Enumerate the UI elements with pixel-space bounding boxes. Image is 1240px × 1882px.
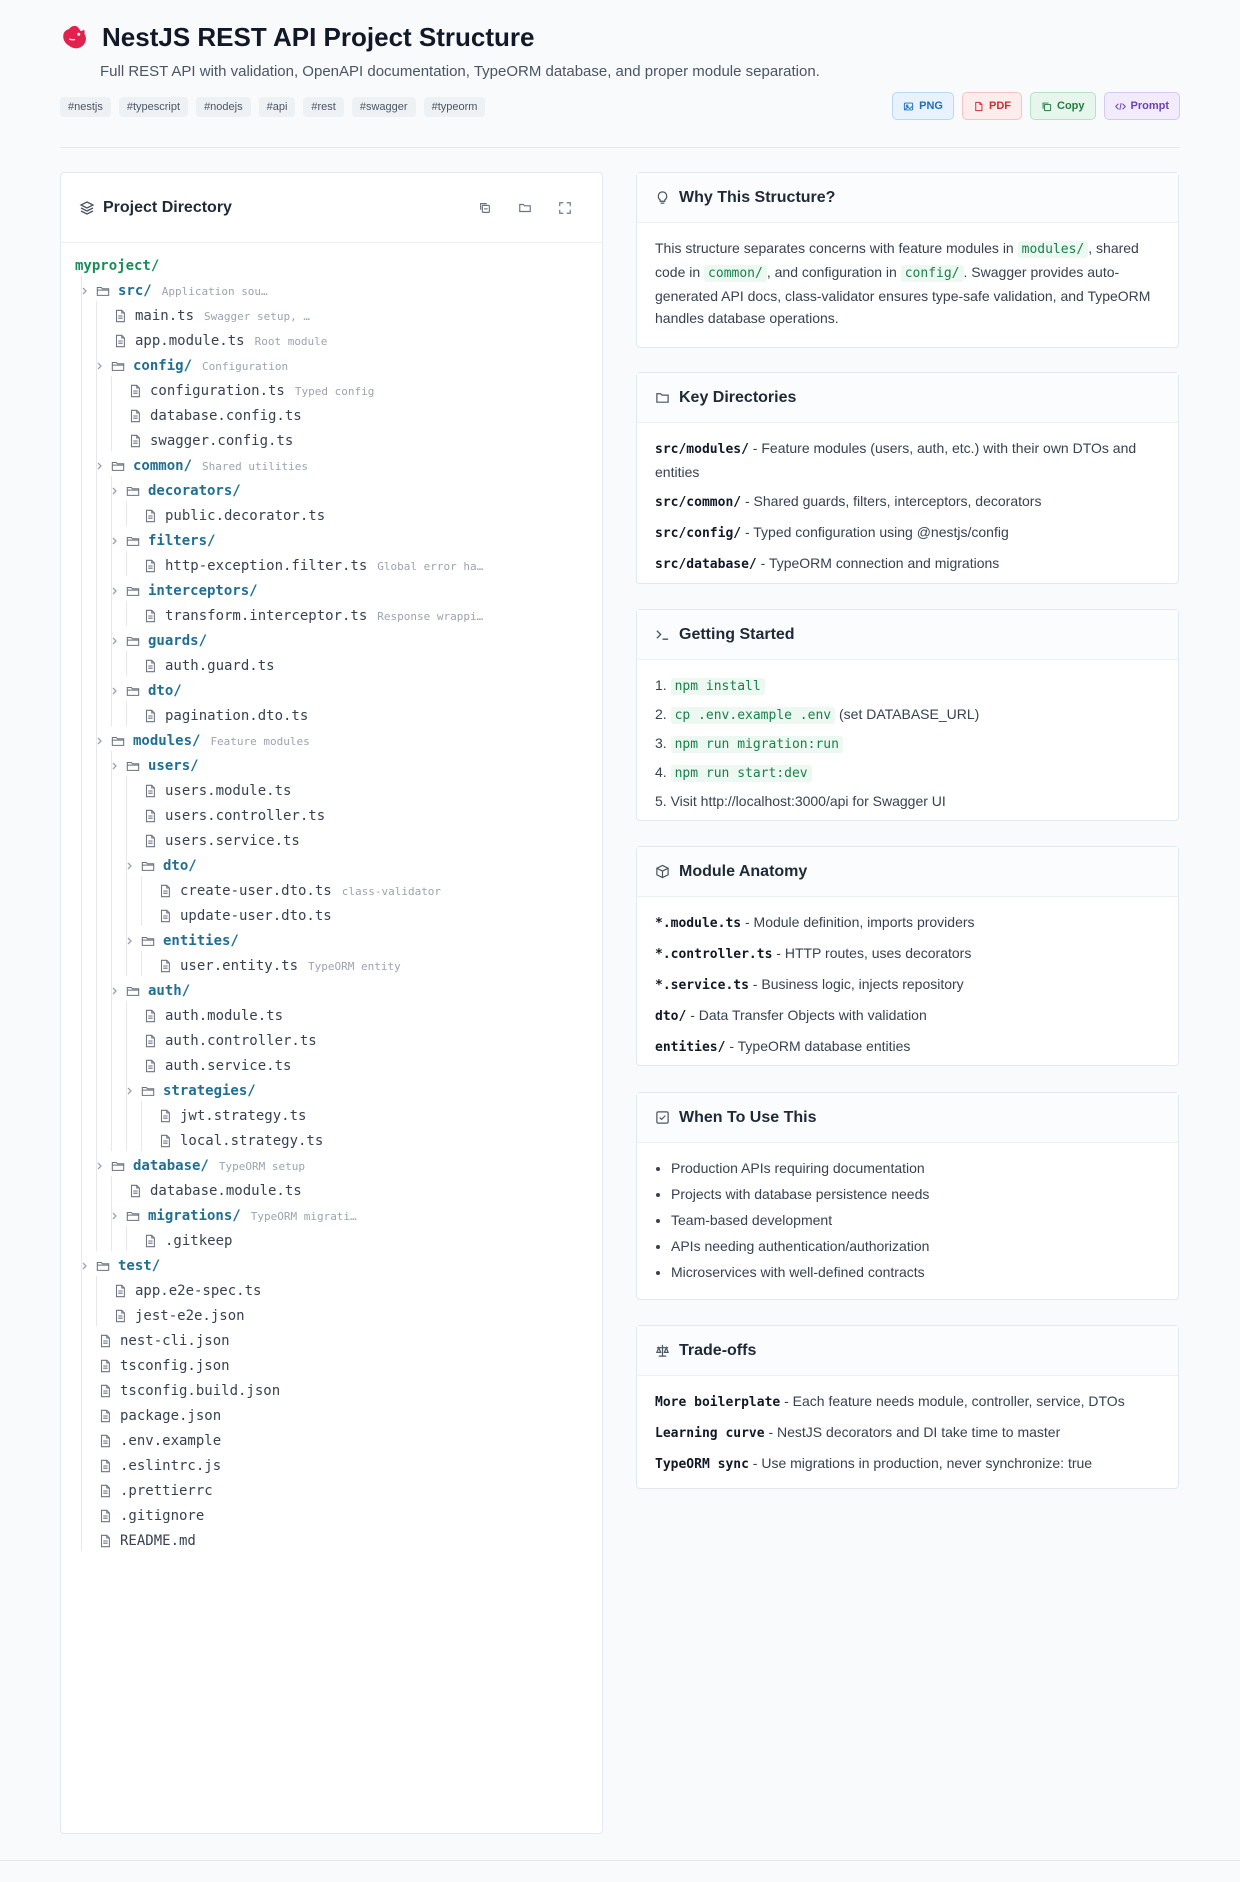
step-number: 2.	[655, 706, 667, 722]
getting-started-header	[637, 610, 1178, 660]
tree-item-name: README.md	[120, 1533, 196, 1549]
page-header	[60, 22, 1180, 80]
tree-guide-line	[126, 651, 127, 676]
step-command: npm run migration:run	[671, 736, 843, 753]
file-icon	[143, 609, 157, 623]
tradeoffs-card	[636, 1325, 1179, 1489]
file-icon	[113, 1309, 127, 1323]
anatomy-key: *.service.ts	[655, 978, 749, 993]
tree-item-name: http-exception.filter.ts	[165, 558, 368, 574]
anatomy-desc: - Data Transfer Objects with validation	[686, 1007, 927, 1023]
tree-item-name: local.strategy.ts	[180, 1133, 324, 1149]
anatomy-desc: - Business logic, injects repository	[748, 976, 964, 992]
page-footer	[0, 1860, 1240, 1882]
tree-item-description: Application sou…	[161, 284, 268, 298]
key-directory-item	[655, 437, 1160, 483]
folder-icon	[141, 1084, 155, 1098]
directory-tree	[61, 243, 602, 1833]
tradeoff-key: Learning curve	[655, 1426, 765, 1441]
anatomy-key: entities/	[655, 1040, 726, 1055]
tree-item-name: migrations/	[148, 1208, 241, 1224]
tree-item-name: auth.service.ts	[165, 1058, 292, 1074]
tree-item-name: users.module.ts	[165, 783, 292, 799]
tree-guide-line	[111, 376, 112, 451]
file-icon	[98, 1509, 112, 1523]
tree-item-name: dto/	[148, 683, 182, 699]
tree-item-name: app.e2e-spec.ts	[135, 1283, 262, 1299]
step-number: 4.	[655, 764, 667, 780]
tree-item-name: jest-e2e.json	[135, 1308, 245, 1324]
why-structure-header	[637, 173, 1178, 223]
tree-guide-line	[111, 476, 112, 726]
tree-item-name: transform.interceptor.ts	[165, 608, 368, 624]
step-command: cp .env.example .env	[671, 707, 836, 724]
tradeoffs-list	[637, 1376, 1178, 1497]
file-icon	[143, 1034, 157, 1048]
step-text: Visit http://localhost:3000/api for Swagger UI	[670, 793, 946, 809]
tree-file[interactable]	[158, 951, 401, 981]
getting-started-card	[636, 609, 1179, 821]
project-directory-panel	[60, 172, 603, 1834]
code-config: config/	[901, 265, 964, 282]
tree-item-name: auth/	[148, 983, 191, 999]
code-icon	[1115, 101, 1126, 112]
tree-file[interactable]	[98, 1526, 196, 1556]
tree-item-name: test/	[118, 1258, 161, 1274]
file-icon	[158, 884, 172, 898]
directory-header	[61, 173, 602, 243]
tree-item-name: myproject/	[75, 258, 160, 274]
tree-item-name: app.module.ts	[135, 333, 245, 349]
tree-item-name: tsconfig.json	[120, 1358, 230, 1374]
key-directory-desc: - Typed configuration using @nestjs/config	[741, 524, 1009, 540]
scale-icon	[655, 1343, 670, 1358]
step-item	[655, 732, 1160, 756]
when-to-use-list	[637, 1143, 1178, 1301]
tree-item-name: database/	[133, 1158, 209, 1174]
why-structure-title: Why This Structure?	[679, 188, 836, 206]
tradeoffs-header	[637, 1326, 1178, 1376]
collapse-all-icon[interactable]	[478, 201, 492, 215]
folder-icon	[96, 1259, 110, 1273]
tradeoff-desc: - Use migrations in production, never synchronize: true	[748, 1455, 1093, 1471]
tree-guide-line	[111, 1176, 112, 1251]
page-subtitle: Full REST API with validation, OpenAPI documentation, TypeORM database, and proper module separation.	[100, 63, 820, 80]
step-command: npm run start:dev	[671, 765, 812, 782]
tree-item-name: pagination.dto.ts	[165, 708, 309, 724]
file-icon	[113, 1284, 127, 1298]
key-directory-item	[655, 552, 1160, 576]
folder-icon	[126, 534, 140, 548]
tree-item-description: Typed config	[294, 384, 375, 398]
tree-item-name: public.decorator.ts	[165, 508, 326, 524]
key-directory-path: src/database/	[655, 557, 757, 572]
tradeoff-item	[655, 1390, 1160, 1414]
tree-item-name: config/	[133, 358, 193, 374]
code-modules: modules/	[1018, 241, 1089, 258]
anatomy-desc: - HTTP routes, uses decorators	[772, 945, 972, 961]
anatomy-item	[655, 942, 1160, 966]
getting-started-steps	[637, 660, 1178, 831]
tree-item-name: package.json	[120, 1408, 222, 1424]
anatomy-item	[655, 1035, 1160, 1059]
tradeoff-desc: - NestJS decorators and DI take time to master	[764, 1424, 1061, 1440]
file-icon	[143, 559, 157, 573]
folder-icon	[126, 984, 140, 998]
folder-icon	[111, 459, 125, 473]
fullscreen-icon[interactable]	[558, 201, 572, 215]
tree-item-name: update-user.dto.ts	[180, 908, 332, 924]
tag[interactable]: #typescript	[119, 97, 188, 117]
png-button-label: PNG	[919, 100, 943, 112]
anatomy-item	[655, 911, 1160, 935]
tree-guide-line	[126, 601, 127, 626]
tree-item-description: Response wrappi…	[377, 609, 484, 623]
step-command: npm install	[671, 678, 765, 695]
file-icon	[143, 709, 157, 723]
tradeoff-key: TypeORM sync	[655, 1457, 749, 1472]
when-to-use-title: When To Use This	[679, 1108, 817, 1126]
key-directory-desc: - Feature modules (users, auth, etc.) with their own DTOs and entities	[655, 440, 1137, 480]
tag-list	[60, 97, 485, 117]
module-anatomy-title: Module Anatomy	[679, 862, 808, 880]
folder-icon	[126, 634, 140, 648]
anatomy-desc: - TypeORM database entities	[725, 1038, 911, 1054]
tree-item-name: strategies/	[163, 1083, 256, 1099]
pdf-button-label: PDF	[989, 100, 1011, 112]
tag[interactable]: #typeorm	[424, 97, 486, 117]
module-anatomy-card	[636, 846, 1179, 1066]
why-text-1: This structure separates concerns with feature modules in	[655, 240, 1014, 256]
file-icon	[98, 1409, 112, 1423]
prompt-button[interactable]	[1104, 92, 1181, 120]
tree-guide-line	[126, 501, 127, 526]
tree-item-description: Feature modules	[210, 734, 310, 748]
file-icon	[143, 1009, 157, 1023]
step-number: 3.	[655, 735, 667, 751]
tree-item-name: nest-cli.json	[120, 1333, 230, 1349]
anatomy-desc: - Module definition, imports providers	[741, 914, 975, 930]
why-text-3: , and configuration in	[766, 264, 897, 280]
tree-item-description: Configuration	[202, 359, 289, 373]
use-case-item: • Projects with database persistence needs	[671, 1183, 1160, 1205]
file-icon	[113, 309, 127, 323]
tree-guide-line	[126, 551, 127, 576]
step-number: 5.	[655, 793, 667, 809]
tree-item-description: TypeORM migrati…	[250, 1209, 357, 1223]
file-icon	[98, 1459, 112, 1473]
folder-icon	[96, 284, 110, 298]
folder-icon	[111, 734, 125, 748]
file-icon	[98, 1384, 112, 1398]
expand-folders-icon[interactable]	[518, 201, 532, 215]
copy-button-label: Copy	[1057, 100, 1085, 112]
tree-item-name: jwt.strategy.ts	[180, 1108, 307, 1124]
folder-icon	[126, 684, 140, 698]
tag[interactable]: #rest	[303, 97, 343, 117]
tree-item-name: create-user.dto.ts	[180, 883, 332, 899]
file-icon	[143, 659, 157, 673]
key-directory-path: src/modules/	[655, 442, 749, 457]
why-structure-text	[637, 223, 1178, 343]
step-item	[655, 761, 1160, 785]
when-to-use-header	[637, 1093, 1178, 1143]
tag[interactable]: #swagger	[352, 97, 416, 117]
file-icon	[128, 434, 142, 448]
tree-item-description: class-validator	[341, 884, 442, 898]
copy-icon	[1041, 101, 1052, 112]
tree-item-name: .env.example	[120, 1433, 222, 1449]
folder-icon	[126, 759, 140, 773]
tree-item-description: Root module	[254, 334, 328, 348]
tree-item-name: modules/	[133, 733, 201, 749]
anatomy-item	[655, 1004, 1160, 1028]
copy-button[interactable]	[1030, 92, 1096, 120]
tree-guide-line	[141, 876, 142, 926]
tree-item-name: entities/	[163, 933, 239, 949]
tree-guide-line	[141, 1101, 142, 1151]
folder-icon	[126, 584, 140, 598]
tree-item-name: dto/	[163, 858, 197, 874]
tradeoff-item	[655, 1452, 1160, 1476]
use-case-item: • APIs needing authentication/authorization	[671, 1235, 1160, 1257]
cube-icon	[655, 864, 670, 879]
anatomy-key: *.controller.ts	[655, 947, 773, 962]
tree-item-name: users/	[148, 758, 199, 774]
when-to-use-card	[636, 1092, 1179, 1300]
file-icon	[158, 1134, 172, 1148]
file-icon	[98, 1334, 112, 1348]
step-item	[655, 703, 1160, 727]
tree-item-name: users.controller.ts	[165, 808, 326, 824]
use-case-item: • Microservices with well-defined contracts	[671, 1261, 1160, 1283]
tag[interactable]: #api	[259, 97, 296, 117]
tree-guide-line	[96, 301, 97, 1251]
layers-icon	[79, 200, 95, 216]
folder-icon	[126, 1209, 140, 1223]
tree-item-name: guards/	[148, 633, 208, 649]
file-icon	[98, 1534, 112, 1548]
why-text-4: . Swagger provides auto-generated API docs, class-validator ensures type-safe validation, and TypeORM handles database operations.	[655, 264, 1151, 326]
module-anatomy-header	[637, 847, 1178, 897]
file-icon	[143, 1059, 157, 1073]
key-directory-item	[655, 490, 1160, 514]
folder-icon	[126, 484, 140, 498]
tree-item-name: auth.guard.ts	[165, 658, 275, 674]
tree-guide-line	[111, 751, 112, 1151]
file-icon	[158, 959, 172, 973]
key-directory-desc: - TypeORM connection and migrations	[756, 555, 1000, 571]
anatomy-key: dto/	[655, 1009, 687, 1024]
prompt-button-label: Prompt	[1130, 100, 1169, 112]
pdf-button[interactable]	[962, 92, 1022, 120]
png-button[interactable]	[892, 92, 954, 120]
use-case-item: • Team-based development	[671, 1209, 1160, 1231]
tree-item-name: configuration.ts	[150, 383, 285, 399]
tree-item-name: .gitkeep	[165, 1233, 233, 1249]
tree-item-name: interceptors/	[148, 583, 258, 599]
export-actions	[892, 92, 1180, 120]
file-icon	[98, 1484, 112, 1498]
checkbox-icon	[655, 1110, 670, 1125]
directory-title: Project Directory	[103, 198, 232, 216]
folder-icon	[141, 859, 155, 873]
tree-item-name: filters/	[148, 533, 216, 549]
tag[interactable]: #nodejs	[196, 97, 251, 117]
tree-item-name: users.service.ts	[165, 833, 300, 849]
why-structure-card	[636, 172, 1179, 348]
tree-item-description: TypeORM setup	[218, 1159, 305, 1173]
tree-item-name: auth.controller.ts	[165, 1033, 317, 1049]
step-text: (set DATABASE_URL)	[835, 706, 980, 722]
key-directory-desc: - Shared guards, filters, interceptors, decorators	[741, 493, 1042, 509]
key-directories-card	[636, 372, 1179, 584]
tree-item-name: .prettierrc	[120, 1483, 213, 1499]
file-icon	[143, 509, 157, 523]
tradeoff-desc: - Each feature needs module, controller, service, DTOs	[780, 1393, 1125, 1409]
tag[interactable]: #nestjs	[60, 97, 111, 117]
file-icon	[128, 384, 142, 398]
anatomy-item	[655, 973, 1160, 997]
tree-guide-line	[126, 1226, 127, 1251]
key-directory-item	[655, 521, 1160, 545]
key-directories-list	[637, 423, 1178, 597]
folder-icon	[111, 359, 125, 373]
tree-item-name: swagger.config.ts	[150, 433, 294, 449]
key-directory-path: src/common/	[655, 495, 742, 510]
terminal-icon	[655, 627, 670, 642]
file-icon	[128, 1184, 142, 1198]
file-icon	[128, 409, 142, 423]
tradeoffs-title: Trade-offs	[679, 1341, 757, 1359]
folder-icon	[655, 390, 670, 405]
file-icon	[143, 784, 157, 798]
use-case-item: • Production APIs requiring documentation	[671, 1157, 1160, 1179]
tree-item-name: src/	[118, 283, 152, 299]
getting-started-title: Getting Started	[679, 625, 795, 643]
tree-item-name: database.module.ts	[150, 1183, 302, 1199]
file-icon	[158, 1109, 172, 1123]
why-text-2: , shared code in	[655, 240, 1139, 280]
directory-controls	[478, 201, 572, 215]
file-icon	[98, 1359, 112, 1373]
image-icon	[903, 101, 914, 112]
lightbulb-icon	[655, 190, 670, 205]
tree-guide-line	[81, 276, 82, 1551]
tree-item-name: .gitignore	[120, 1508, 205, 1524]
tree-item-description: Shared utilities	[202, 459, 308, 473]
tree-item-description: TypeORM entity	[308, 959, 401, 973]
tree-guide-line	[141, 951, 142, 976]
tree-item-name: auth.module.ts	[165, 1008, 284, 1024]
step-number: 1.	[655, 677, 667, 693]
tree-item-name: common/	[133, 458, 193, 474]
folder-icon	[111, 1159, 125, 1173]
page-title: NestJS REST API Project Structure	[102, 22, 535, 52]
file-icon	[158, 909, 172, 923]
step-item	[655, 790, 1160, 812]
tradeoff-key: More boilerplate	[655, 1395, 781, 1410]
file-icon	[98, 1434, 112, 1448]
file-icon	[143, 809, 157, 823]
tree-item-name: main.ts	[135, 308, 195, 324]
tree-guide-line	[126, 776, 127, 976]
file-icon	[143, 834, 157, 848]
tree-guide-line	[126, 1001, 127, 1151]
tree-item-description: Swagger setup, …	[204, 309, 310, 323]
code-common: common/	[704, 265, 767, 282]
tree-guide-line	[126, 701, 127, 726]
tree-item-name: .eslintrc.js	[120, 1458, 222, 1474]
tree-item-description: Global error ha…	[377, 559, 484, 573]
file-icon	[143, 1234, 157, 1248]
header-divider	[60, 147, 1180, 148]
tradeoff-item	[655, 1421, 1160, 1445]
file-icon	[113, 334, 127, 348]
tree-item-name: user.entity.ts	[180, 958, 299, 974]
key-directories-header	[637, 373, 1178, 423]
module-anatomy-list	[637, 897, 1178, 1080]
nestjs-logo-icon	[60, 23, 90, 53]
key-directories-title: Key Directories	[679, 388, 797, 406]
tree-guide-line	[96, 1276, 97, 1326]
key-directory-path: src/config/	[655, 526, 742, 541]
tree-item-name: decorators/	[148, 483, 241, 499]
anatomy-key: *.module.ts	[655, 916, 742, 931]
tree-item-name: database.config.ts	[150, 408, 302, 424]
step-item	[655, 674, 1160, 698]
folder-icon	[141, 934, 155, 948]
file-icon	[973, 101, 984, 112]
tree-item-name: tsconfig.build.json	[120, 1383, 281, 1399]
